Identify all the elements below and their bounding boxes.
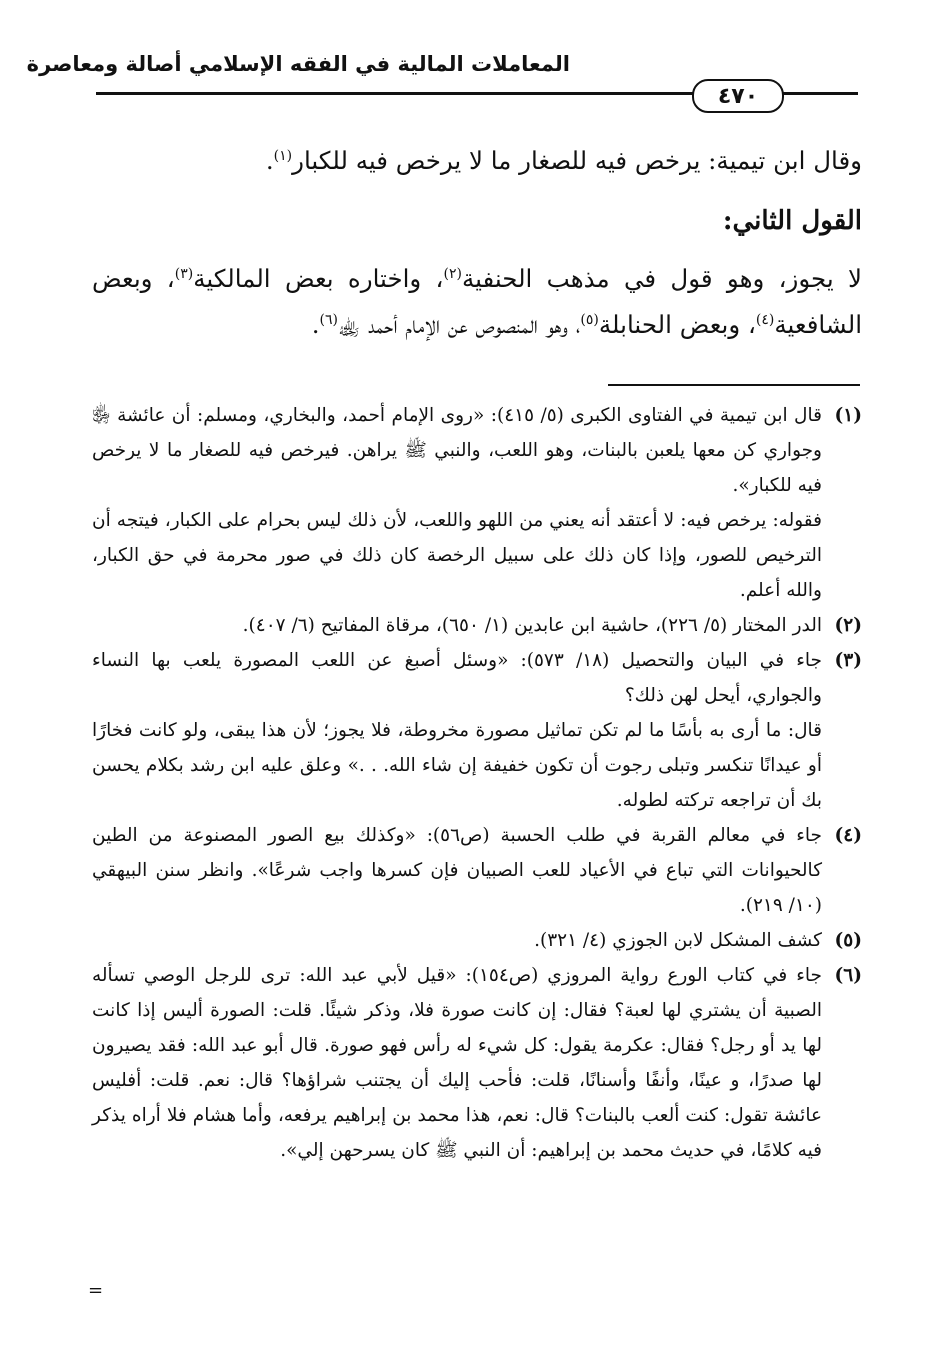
footnote-ref: (٢) — [443, 265, 462, 282]
footnote-5 — [92, 923, 862, 958]
footnote-ref: (٥) — [580, 311, 599, 328]
footnote-number: (٢) — [834, 615, 862, 636]
footnote-separator — [608, 384, 860, 386]
footnote-text: الدر المختار (٥/ ٢٢٦)، حاشية ابن عابدين (١/ ٦٥٠)، مرقاة المفاتيح (٦/ ٤٠٧). — [242, 615, 822, 636]
footnote-text: قال ابن تيمية في الفتاوى الكبرى (٥/ ٤١٥): «روى الإمام أحمد، والبخاري، ومسلم: أن عائشة ﵂ وجواري كن معها يلعبن بالبنات، وهو اللعب، والنبي ﷺ يراهن. فيرخص فيه للصغار ما لا يرخص فيه للكبار». — [92, 405, 822, 496]
footnote-number: (٦) — [834, 965, 862, 986]
footnote-2 — [92, 608, 862, 643]
footnote-1 — [92, 398, 862, 608]
footnote-ref: (٦) — [319, 311, 338, 328]
footnote-body — [92, 608, 822, 643]
body-paragraph-2 — [92, 256, 862, 348]
footnote-number: (٤) — [834, 825, 862, 846]
sentence-end: . — [265, 146, 274, 175]
footnote-ref: (٣) — [174, 265, 194, 282]
footnote-text: فقوله: يرخص فيه: لا أعتقد أنه يعني من اللهو واللعب، لأن ذلك ليس بحرام على الكبار، فيتجه أن الترخيص للصور، وإذا كان ذلك على سبيل الرخصة كان ذلك في صور محرمة في حق الكبار، والله أعلم. — [92, 510, 822, 601]
sentence-end: . — [311, 310, 320, 339]
footnote-text: قال: ما أرى به بأسًا ما لم تكن تماثيل مصورة مخروطة، فلا يجوز؛ لأن هذا يبقى، ولو كانت فخارًا أو عيدانًا تنكسر وتبلى رجوت أن تكون خفيفة إن شاء الله. . .» وعلق عليه ابن رشد بكلام يحسن بك أن تراجعه تركته لطوله. — [92, 720, 822, 811]
paragraph-segment: لا يجوز، وهو قول في مذهب الحنفية — [461, 264, 862, 293]
footnote-ref: (٤) — [755, 311, 775, 328]
footnote-text: كشف المشكل لابن الجوزي (٤/ ٣٢١). — [534, 930, 822, 951]
footnote-body — [92, 818, 822, 923]
footnote-3 — [92, 643, 862, 818]
footnote-ref: (١) — [273, 147, 293, 164]
continuation-mark: = — [88, 1280, 104, 1301]
page-number-badge: ٤٧٠ — [692, 79, 784, 113]
paragraph-text: وقال ابن تيمية: يرخص فيه للصغار ما لا يرخص فيه للكبار — [292, 146, 862, 175]
footnote-text: جاء في معالم القربة في طلب الحسبة (ص٥٦): «وكذلك بيع الصور المصنوعة من الطين كالحيوانات التي تباع في الأعياد للعب الصبيان فإن كسرها واجب شرعًا». وانظر سنن البيهقي (١٠/ ٢١٩). — [92, 825, 822, 916]
paragraph-segment: ، وبعض الشافعية — [92, 264, 862, 339]
section-heading: القول الثاني: — [722, 206, 862, 236]
paragraph-segment: ، واختاره بعض المالكية — [193, 264, 444, 293]
body-paragraph-1 — [92, 138, 862, 184]
footnote-text: جاء في البيان والتحصيل (١٨/ ٥٧٣): «وسئل أصبغ عن اللعب المصورة يلعب بها النساء والجواري، أيحل لهن ذلك؟ — [92, 650, 822, 706]
main-text — [92, 138, 862, 348]
footnote-4 — [92, 818, 862, 923]
footnote-number: (٥) — [834, 930, 862, 951]
footnote-body — [92, 643, 822, 818]
footnote-body — [92, 923, 822, 958]
footnote-body — [92, 958, 822, 1168]
footnotes — [92, 398, 862, 1168]
footnote-number: (١) — [834, 405, 862, 426]
footnote-6 — [92, 958, 862, 1168]
footnote-body — [92, 398, 822, 608]
paragraph-segment: ، وبعض الحنابلة — [598, 310, 756, 339]
footnote-text: جاء في كتاب الورع رواية المروزي (ص١٥٤): «قيل لأبي عبد الله: ترى للرجل الوصي تسأله الصبية أن يشتري لها لعبة؟ فقال: إن كانت صورة فلا، وذكر شيئًا. قلت: الصورة أليس إذا كانت لها يد أو رجل؟ فقال: عكرمة يقول: كل شيء له رأس فهو صورة. قال أبو عبد الله: فقد يصيرون لها صدرًا، و عينًا، وأنفًا وأسنانًا، قلت: فأحب إليك أن يجتنب شراؤها؟ قال: نعم. قلت: أفليس عائشة تقول: كنت ألعب بالبنات؟ قال: نعم، هذا محمد بن إبراهيم يرفعه، وأما هشام فلا أراه يذكر فيه كلامًا، في حديث محمد بن إبراهيم: أن النبي ﷺ كان يسرحهن إلي». — [92, 965, 822, 1161]
paragraph-segment: ، وهو المنصوص عن الإمام أحمد ﵀ — [337, 310, 581, 339]
footnote-number: (٣) — [834, 650, 862, 671]
running-header-title: المعاملات المالية في الفقه الإسلامي أصالة ومعاصرة — [26, 52, 570, 76]
